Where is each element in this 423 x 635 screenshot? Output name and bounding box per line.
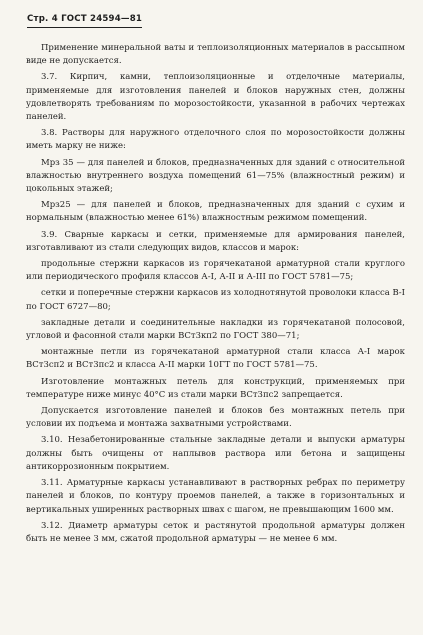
page-header: Стр. 4 ГОСТ 24594—81 [27, 14, 143, 24]
paragraph-3-12: 3.12. Диаметр арматуры сеток и растянутой продольной арматуры должен быть не менее 3 мм, сжатой продольной арматуры — не менее 6 мм. [26, 520, 405, 544]
paragraph-3-7: 3.7. Кирпич, камни, теплоизоляционные и отделочные материалы, применяемые для изготовления панелей и блоков наружных стен, должны удовлетворять требованиям по морозостойкости, указанной в рабочих чертежах панелей. [26, 72, 405, 123]
paragraph-loops-prohibited: Изготовление монтажных петель для конструкций, применяемых при температуре ниже минус 40°С из стали марки ВСт3пс2 запрещается. [26, 376, 405, 400]
paragraph-mounting-loops: монтажные петли из горячекатаной арматурной стали класса А-I марок ВСт3сп2 и ВСт3пс2 и класса А-II марки 10ГТ по ГОСТ 5781—75. [26, 347, 405, 371]
paragraph-embedded-parts: закладные детали и соединительные накладки из горячекатаной полосовой, угловой и фасонной стали марки ВСт3кп2 по ГОСТ 380—71; [26, 317, 405, 342]
paragraph-mrz25: Мрз25 — для панелей и блоков, предназначенных для зданий с сухим и нормальным (влажностью менее 61%) влажностным режимом помещений. [26, 200, 405, 224]
paragraph-3-9: 3.9. Сварные каркасы и сетки, применяемые для армирования панелей, изготавливают из стали следующих видов, классов и марок: [26, 229, 405, 253]
header-rule [27, 27, 142, 28]
paragraph-mrz35: Мрз 35 — для панелей и блоков, предназначенных для зданий с относительной влажностью внутреннего воздуха помещений 61—75% (влажностный режим) и цокольных этажей; [26, 157, 405, 195]
paragraph-3-8: 3.8. Растворы для наружного отделочного слоя по морозостойкости должны иметь марку не ниже: [26, 128, 405, 152]
paragraph-meshes: сетки и поперечные стержни каркасов из холоднотянутой проволоки класса В-I по ГОСТ 6727—80; [26, 288, 405, 312]
paragraph-3-11: 3.11. Арматурные каркасы устанавливают в растворных ребрах по периметру панелей и блоков, по контуру проемов панелей, а также в горизонтальных и вертикальных уширенных растворных швах с шагом, не превышающим 1600 мм. [26, 478, 405, 515]
paragraph-without-loops: Допускается изготовление панелей и блоков без монтажных петель при условии их подъема и монтажа захватными устройствами. [26, 406, 405, 430]
paragraph-3-10: 3.10. Незабетонированные стальные закладные детали и выпуски арматуры должны быть очищены от наплывов раствора или бетона и защищены антикоррозионным покрытием. [26, 435, 405, 472]
paragraph-1: Применение минеральной ваты и теплоизоляционных материалов в рассыпном виде не допускается. [26, 43, 405, 67]
paragraph-longitudinal-rods: продольные стержни каркасов из горячекатаной арматурной стали круглого или периодического профиля классов А-I, А-II и А-III по ГОСТ 5781—75; [26, 259, 405, 283]
